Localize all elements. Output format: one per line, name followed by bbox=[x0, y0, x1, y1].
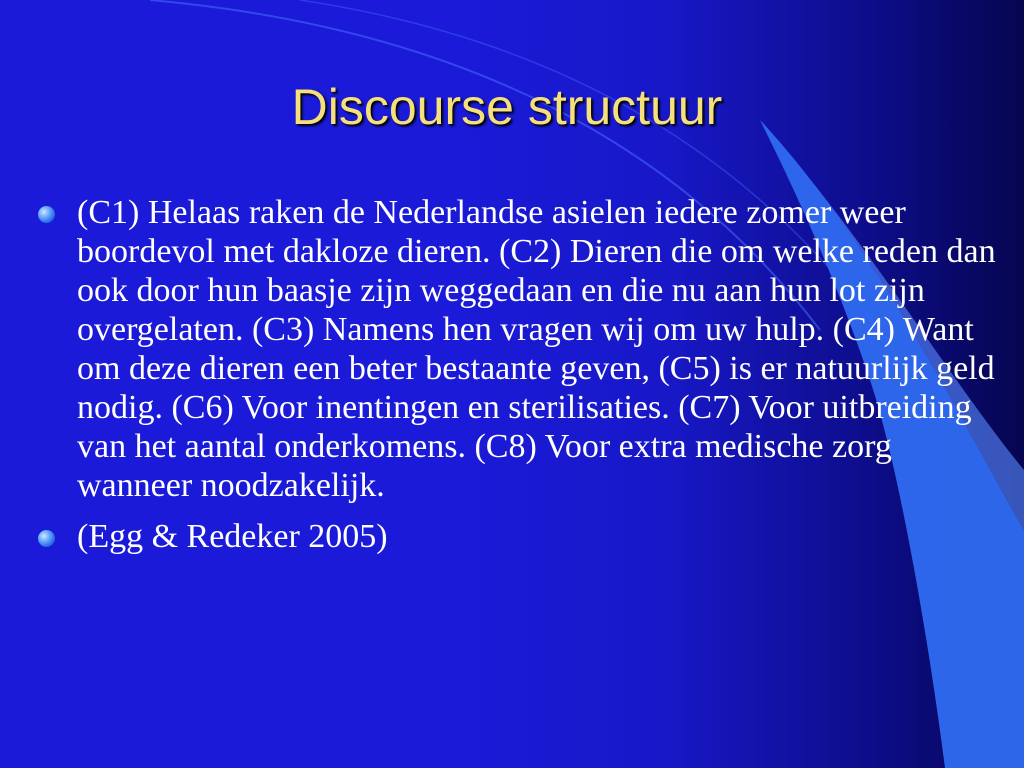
sphere-bullet-icon bbox=[38, 206, 55, 223]
bullet-item-1 bbox=[38, 193, 998, 505]
bullet-list bbox=[38, 193, 998, 568]
sphere-bullet-icon bbox=[38, 530, 55, 547]
bullet-item-2 bbox=[38, 517, 998, 556]
slide-title-text: Discourse structuur bbox=[291, 79, 723, 135]
bullet-text-2: (Egg & Redeker 2005) bbox=[77, 518, 388, 555]
slide-title bbox=[0, 78, 1024, 136]
bullet-text-1: (C1) Helaas raken de Nederlandse asielen iedere zomer weer boordevol met dakloze dieren. (C2) Dieren die om welke reden dan ook door hun baasje zijn weggedaan en die nu aan hun lot zijn overgelaten. (C3) Namens hen vragen wij om uw hulp. (C4) Want om deze dieren een beter bestaante geven, (C5) is er natuurlijk geld nodig. (C6) Voor inentingen en sterilisaties. (C7) Voor uitbreiding van het aantal onderkomens. (C8) Voor extra medische zorg wanneer noodzakelijk. bbox=[77, 194, 996, 504]
